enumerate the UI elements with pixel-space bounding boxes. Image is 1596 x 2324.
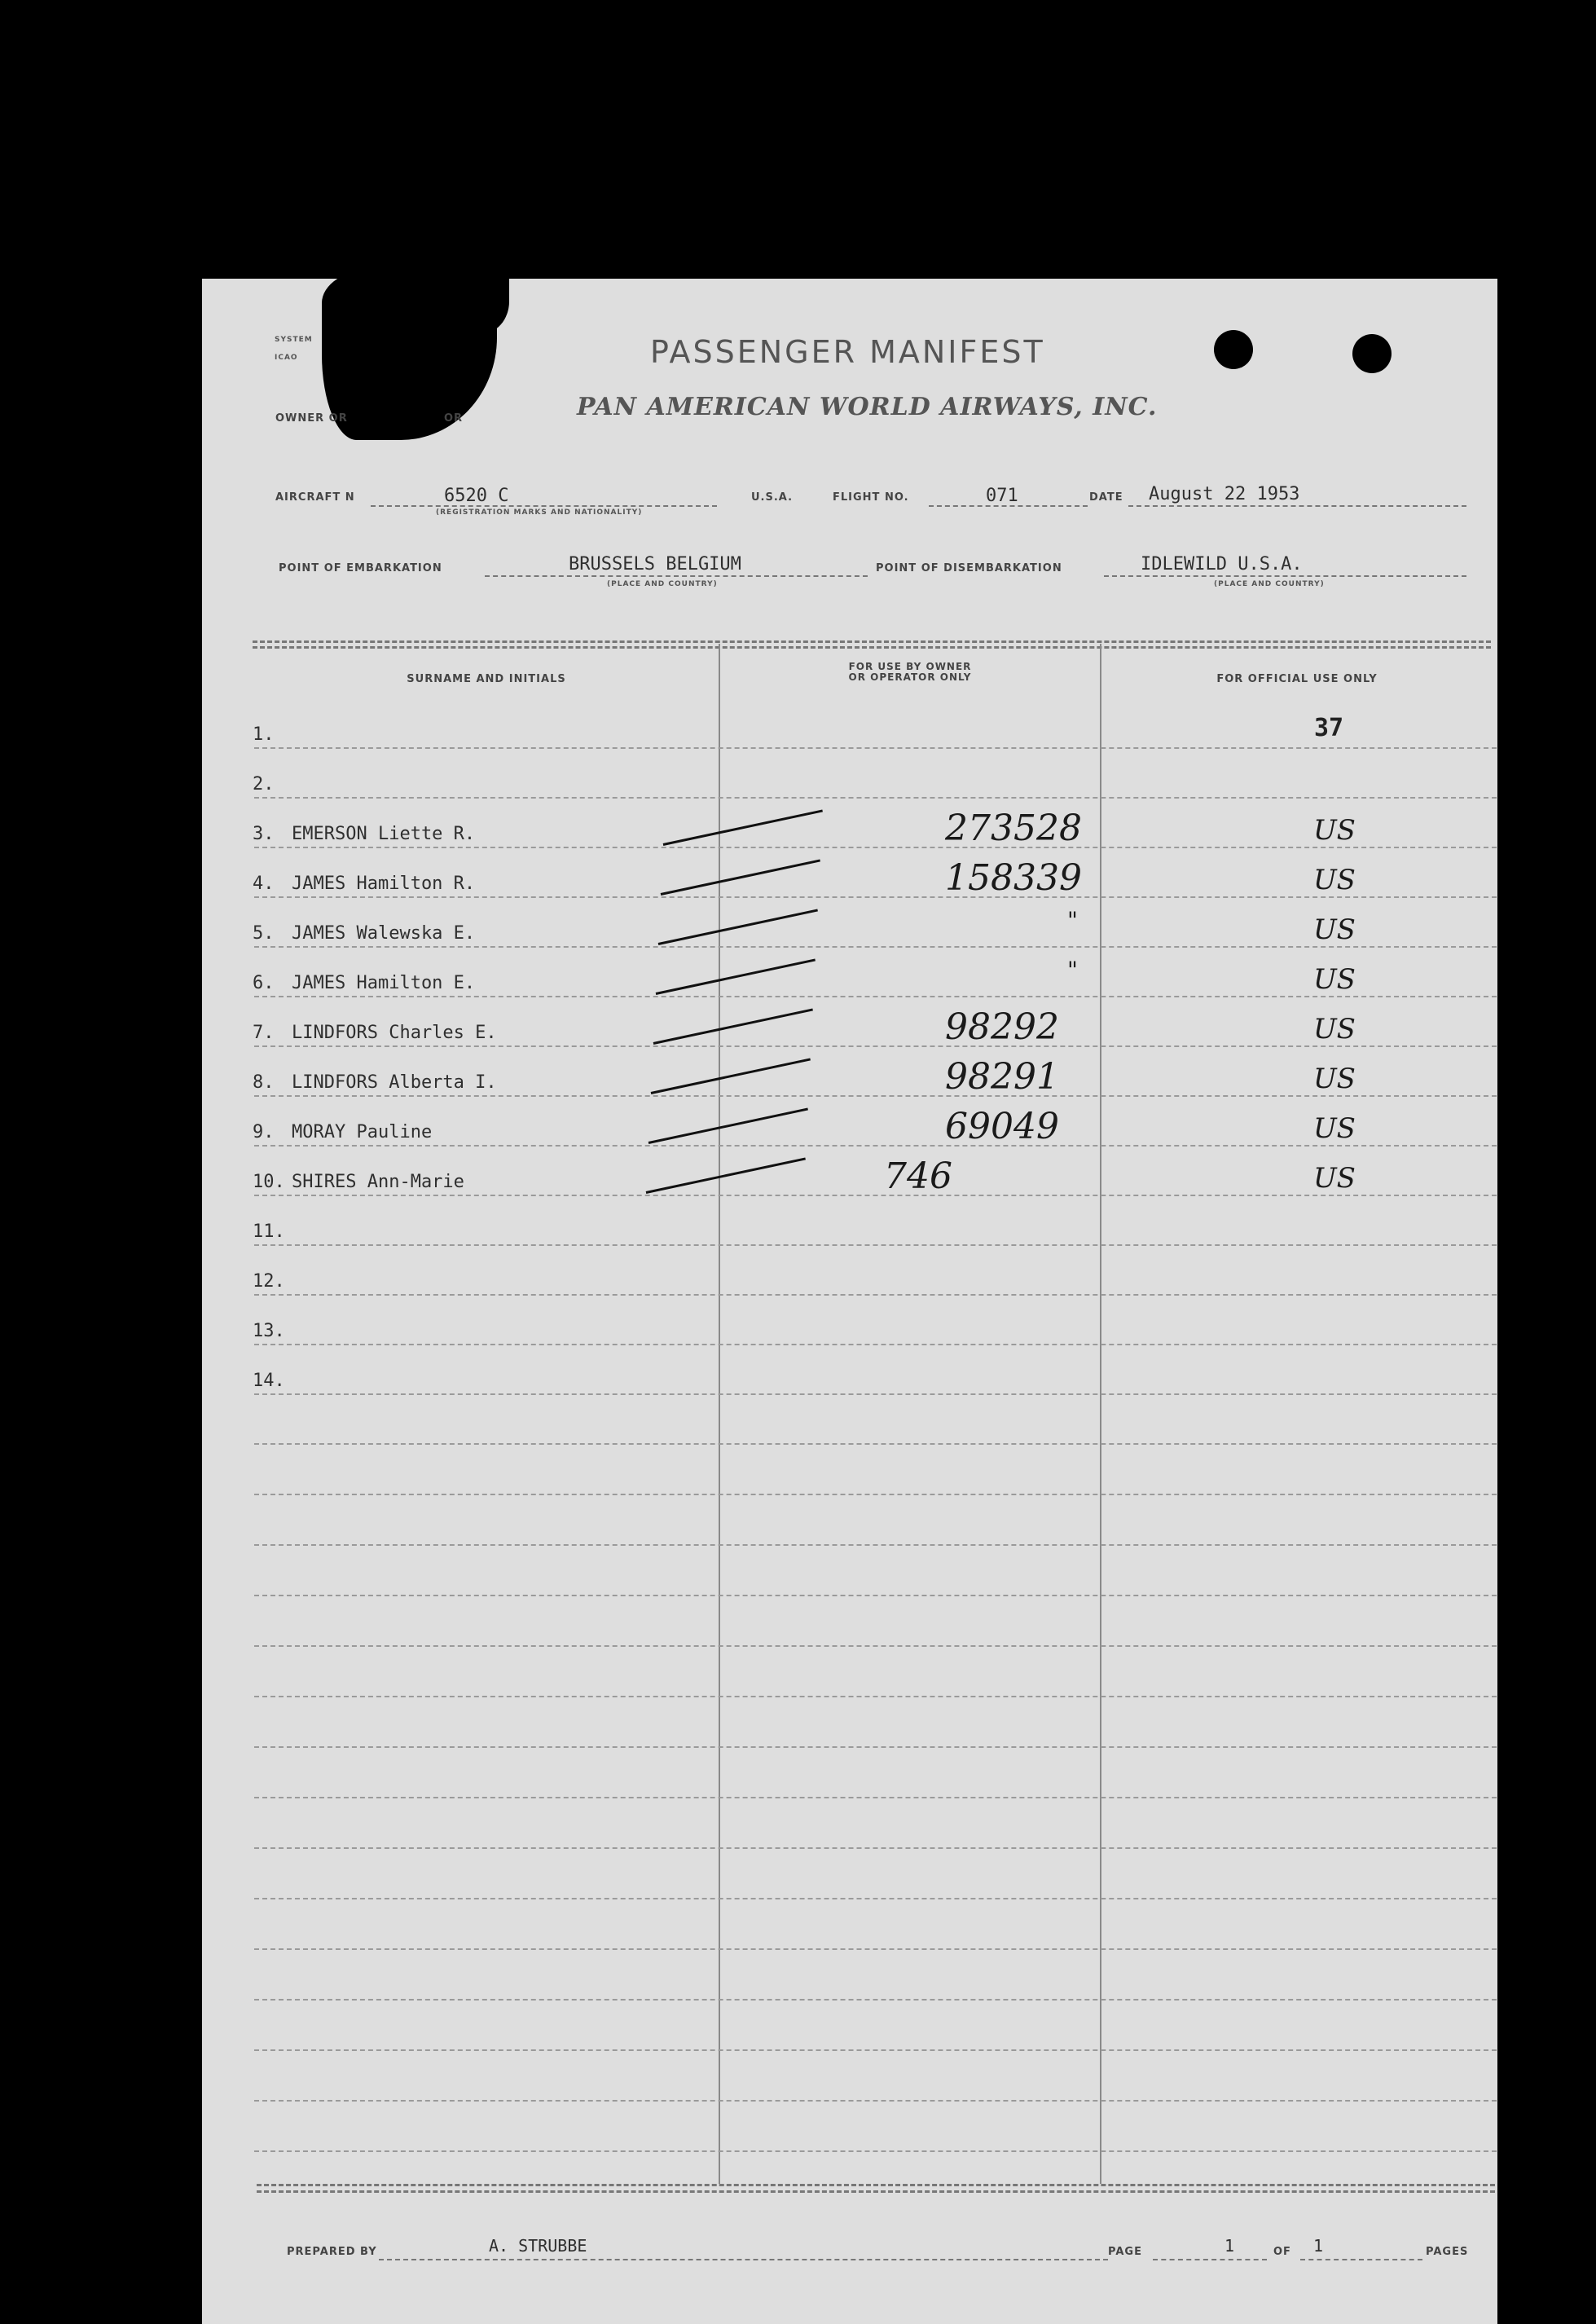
passenger-name: SHIRES Ann-Marie	[292, 1172, 464, 1192]
row-number: 11.	[253, 1221, 285, 1242]
prepared-value: A. STRUBBE	[489, 2236, 587, 2256]
date-value: August 22 1953	[1149, 484, 1300, 504]
handwritten-number: "	[1067, 907, 1078, 934]
row-number: 14.	[253, 1371, 285, 1391]
row-rule	[254, 747, 1497, 749]
embark-label: POINT OF EMBARKATION	[279, 562, 442, 574]
icao-label: ICAO	[275, 354, 298, 362]
row-number: 13.	[253, 1321, 285, 1341]
blank-row-rule	[254, 1696, 1497, 1697]
system-label: SYSTEM	[275, 336, 313, 344]
row-number: 1.	[253, 724, 275, 745]
blank-row-rule	[254, 1898, 1497, 1899]
blank-row-rule	[254, 2049, 1497, 2051]
row-rule	[254, 1244, 1497, 1246]
date-label: DATE	[1089, 491, 1123, 504]
passenger-name: JAMES Hamilton E.	[292, 973, 476, 993]
official-stamp: US	[1313, 1013, 1356, 1045]
page-label: PAGE	[1108, 2246, 1142, 2258]
of-label: OF	[1273, 2246, 1291, 2258]
punch-hole-left	[1214, 330, 1253, 369]
passenger-name: JAMES Walewska E.	[292, 923, 476, 944]
blank-row-rule	[254, 1797, 1497, 1798]
official-use-header: FOR OFFICIAL USE ONLY	[1216, 673, 1378, 685]
blank-row-rule	[254, 1999, 1497, 2000]
blank-row-rule	[254, 1494, 1497, 1495]
of-line	[1300, 2259, 1422, 2260]
blank-row-rule	[254, 1645, 1497, 1647]
row-number: 8.	[253, 1072, 275, 1093]
page-number: 1	[1224, 2236, 1235, 2256]
flight-label: FLIGHT NO.	[833, 491, 909, 504]
row-number: 7.	[253, 1023, 275, 1043]
pages-label: PAGES	[1426, 2246, 1469, 2258]
row-rule	[254, 1145, 1497, 1147]
page-line	[1153, 2259, 1267, 2260]
aircraft-line	[371, 505, 717, 507]
flight-value: 071	[986, 486, 1018, 506]
official-count: 37	[1314, 714, 1344, 742]
row-rule	[254, 1195, 1497, 1196]
row-rule	[254, 1294, 1497, 1296]
passenger-name: MORAY Pauline	[292, 1122, 433, 1142]
row-number: 4.	[253, 874, 275, 894]
aircraft-value: 6520 C	[444, 486, 509, 506]
surname-header: SURNAME AND INITIALS	[407, 673, 566, 685]
row-number: 5.	[253, 923, 275, 944]
blank-row-rule	[254, 2150, 1497, 2152]
total-pages: 1	[1313, 2236, 1324, 2256]
row-rule	[254, 996, 1497, 997]
table-bottom-rule-2	[257, 2190, 1495, 2193]
official-stamp: US	[1313, 864, 1356, 896]
handwritten-number: 98291	[945, 1056, 1059, 1098]
passenger-name: LINDFORS Charles E.	[292, 1023, 497, 1043]
disembark-line	[1104, 575, 1466, 577]
row-rule	[254, 1045, 1497, 1047]
blank-row-rule	[254, 1443, 1497, 1445]
passenger-name: EMERSON Liette R.	[292, 824, 476, 844]
row-number: 12.	[253, 1271, 285, 1292]
official-stamp: US	[1313, 913, 1356, 946]
passenger-name: JAMES Hamilton R.	[292, 874, 476, 894]
official-stamp: US	[1313, 814, 1356, 847]
owner-label-end: OR	[444, 412, 464, 425]
prepared-label: PREPARED BY	[287, 2246, 377, 2258]
column-divider-2	[1100, 644, 1101, 2184]
blank-row-rule	[254, 1948, 1497, 1950]
row-rule	[254, 1095, 1497, 1097]
registration-caption: (REGISTRATION MARKS AND NATIONALITY)	[436, 508, 643, 517]
prepared-line	[379, 2259, 1108, 2260]
table-top-rule	[253, 640, 1491, 643]
torn-corner-edge	[452, 269, 509, 334]
disembark-caption: (PLACE AND COUNTRY)	[1214, 580, 1325, 588]
handwritten-number: 158339	[945, 857, 1082, 899]
row-number: 6.	[253, 973, 275, 993]
airline-name: PAN AMERICAN WORLD AIRWAYS, INC.	[577, 393, 1158, 421]
embark-line	[485, 575, 868, 577]
passenger-name: LINDFORS Alberta I.	[292, 1072, 497, 1093]
row-rule	[254, 847, 1497, 848]
blank-row-rule	[254, 1746, 1497, 1748]
row-rule	[254, 1344, 1497, 1345]
blank-row-rule	[254, 2100, 1497, 2102]
punch-hole-right	[1352, 334, 1392, 373]
handwritten-number: "	[1067, 957, 1078, 984]
disembark-label: POINT OF DISEMBARKATION	[876, 562, 1062, 574]
disembark-value: IDLEWILD U.S.A.	[1141, 554, 1303, 574]
row-rule	[254, 896, 1497, 898]
row-rule	[254, 797, 1497, 799]
usa-label: U.S.A.	[751, 491, 794, 504]
owner-use-header: FOR USE BY OWNER OR OPERATOR ONLY	[848, 661, 972, 683]
aircraft-label: AIRCRAFT N	[275, 491, 355, 504]
official-stamp: US	[1313, 1063, 1356, 1095]
owner-label: OWNER OR	[275, 412, 348, 425]
date-line	[1128, 505, 1466, 507]
handwritten-number: 746	[884, 1155, 952, 1197]
official-stamp: US	[1313, 1162, 1356, 1195]
row-rule	[254, 1393, 1497, 1395]
blank-row-rule	[254, 1544, 1497, 1546]
row-number: 2.	[253, 774, 275, 794]
handwritten-number: 98292	[945, 1006, 1059, 1048]
row-rule	[254, 946, 1497, 948]
official-stamp: US	[1313, 1112, 1356, 1145]
column-divider-1	[719, 644, 720, 2184]
row-number: 3.	[253, 824, 275, 844]
official-stamp: US	[1313, 963, 1356, 996]
table-bottom-rule	[257, 2184, 1495, 2186]
row-number: 10.	[253, 1172, 285, 1192]
table-top-rule-2	[253, 646, 1491, 649]
blank-row-rule	[254, 1595, 1497, 1596]
row-number: 9.	[253, 1122, 275, 1142]
embark-caption: (PLACE AND COUNTRY)	[607, 580, 718, 588]
handwritten-number: 273528	[945, 808, 1082, 849]
page-title: PASSENGER MANIFEST	[650, 334, 1045, 370]
blank-row-rule	[254, 1847, 1497, 1849]
embark-value: BRUSSELS BELGIUM	[569, 554, 741, 574]
handwritten-number: 69049	[945, 1106, 1059, 1147]
